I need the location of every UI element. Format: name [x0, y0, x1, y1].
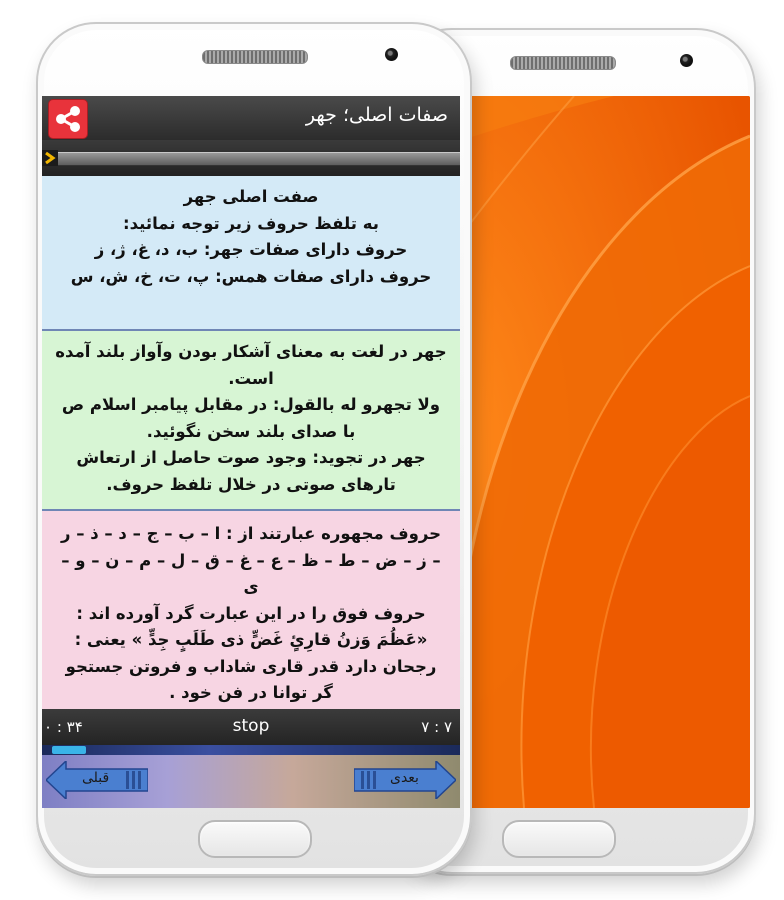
stop-button[interactable]: stop [232, 716, 270, 736]
page-title: صفات اصلی؛ جهر [305, 104, 448, 126]
content-panel [42, 176, 460, 709]
seek-indicator [52, 746, 86, 754]
home-button[interactable] [502, 820, 616, 858]
elapsed-time: ۰ : ۳۴ [44, 718, 83, 736]
text-line: حروف فوق را در این عبارت گرد آورده اند : [76, 603, 426, 623]
text-line: ولا تجهرو له بالقول: در مقابل پیامبر اسلام ص با صدای بلند سخن نگوئید. [61, 395, 441, 441]
navigation-bar [42, 755, 460, 808]
next-label: بعدی [390, 770, 419, 786]
app-screen [42, 96, 460, 808]
next-button[interactable] [354, 761, 456, 799]
share-button[interactable] [48, 99, 88, 139]
speaker-grille [202, 50, 308, 64]
progress-knob[interactable] [42, 150, 58, 166]
seek-strip[interactable] [42, 745, 460, 755]
audio-player-bar [42, 709, 460, 745]
home-button[interactable] [198, 820, 312, 858]
text-line: جهر در تجوید: وجود صوت حاصل از ارتعاش تارهای صوتی در خلال تلفظ حروف. [76, 448, 426, 494]
text-line: حروف دارای صفات جهر: ب، د، غ، ژ، ز [94, 240, 408, 259]
text-line: جهر در لغت به معنای آشکار بودن وآواز بلند آمده است. [55, 342, 447, 388]
front-phone [36, 22, 472, 876]
front-camera [385, 48, 398, 61]
prev-button[interactable] [46, 761, 148, 799]
text-section-2 [42, 331, 460, 511]
text-section-1 [42, 176, 460, 331]
text-section-3 [42, 511, 460, 709]
progress-strip [42, 140, 460, 176]
share-icon [49, 100, 87, 138]
speaker-grille [510, 56, 616, 70]
prev-label: قبلی [82, 770, 110, 786]
text-line: به تلفظ حروف زیر توجه نمائید: [123, 213, 379, 233]
chevron-right-icon [42, 150, 58, 166]
front-camera [680, 54, 693, 67]
progress-track[interactable] [42, 152, 460, 166]
text-line: حروف مجهوره عبارتند از : ا – ب – ج – د – ذ – ر – ز – ض – ط – ظ – ع – غ – ق – ل – م – ن – و – ی [60, 524, 442, 596]
page-counter: ۷ : ۷ [421, 718, 452, 736]
text-line: حروف دارای صفات همس: پ، ت، خ، ش، س [70, 266, 432, 286]
text-line: صفت اصلی جهر [183, 187, 319, 206]
title-bar [42, 96, 460, 141]
text-line: «عَظُمَ وَزنُ قارِئٍ غَضٍّ ذی طَلَبٍ جِدٍّ » یعنی : رجحان دارد قدر قاری شاداب و فروتن جستجو گر توانا در فن خود . [65, 630, 437, 702]
